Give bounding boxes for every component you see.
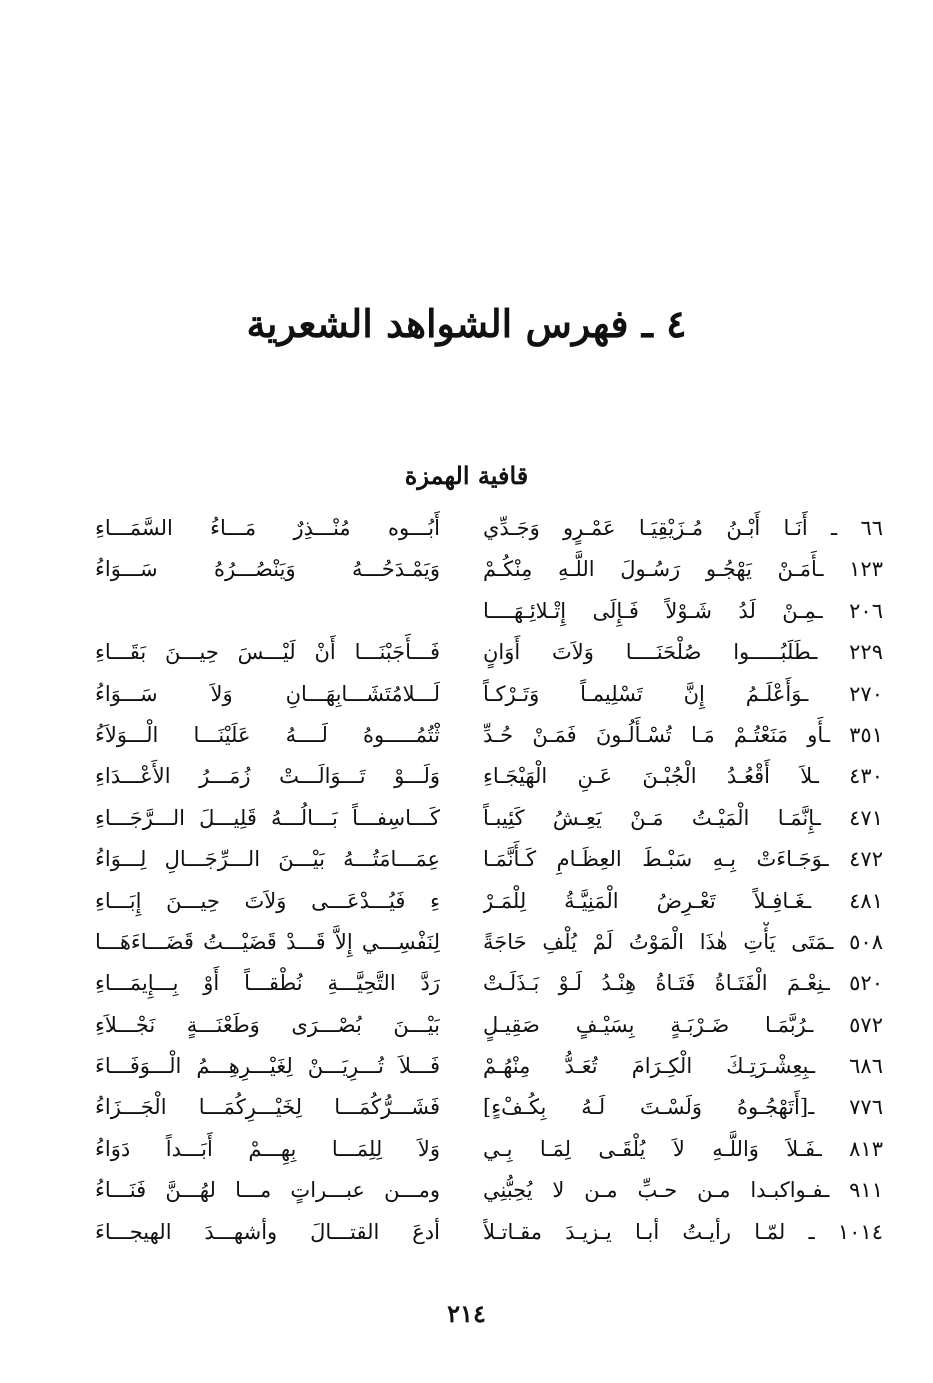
verse-line: ٨١٣ ـفَـلاَ وَاللَّـهِ لاَ يُلْقَـى لِمَـا بِـي [483,1136,883,1161]
verse-line: ٢٠٦ ـمِـنْ لَدُ شَـوْلاً فَـإِلَى إِتْـلائِـهَــــا [483,598,883,623]
verse-line: ٩١١ ـفـواكبـدا مـن حـبِّ مـن لا يُحِبُّنِي [483,1178,883,1203]
verse-line [95,591,440,632]
verse-line: ٢٢٩ ـطَلَبُـــــوا صُلْحَنَــــا وَلاَتَ أَوَانٍ [483,640,883,665]
verse-line: ٧٧٦ ـ[أَتَهْجُـوهُ وَلَسْـتَ لَـهُ بِكُـفْءٍ] [483,1095,883,1120]
verse-line: وَلَـــوْ تَـــوَالَـــتْ زُمَـــرُ الأَعْـــدَاءِ [95,764,440,789]
verse-line: وَيَمْـدَحُـــهُ وَيَنْصُـــرُهُ سَـــوَاءُ [95,557,440,582]
section-heading: قافية الهمزة [404,461,529,490]
verse-line: عِمَـــامَتُـــهُ بَيْـــنَ الـــرِّجَـــالِ لِـــوَاءُ [95,847,440,872]
verse-line: ٤٨١ ـغَـافِـلاً تَعْـرِضُ الْمَنِيَّـةُ لِلْمَـرْ [483,888,883,913]
second-hemistich-column [95,508,440,1253]
verse-line: ٦٨٦ ـبِعِشْـرَتِـكَ الْكِـرَامَ تُعَـدُّ مِنْهُـمْ [483,1054,883,1079]
page-number: ٢١٤ [447,1299,486,1328]
page-title: ٤ ـ فهرس الشواهد الشعرية [246,301,687,346]
verse-line: بَيْـــنَ بُصْـــرَى وَطَعْنَـــةٍ نَجْـــلاَءِ [95,1012,440,1037]
first-hemistich-column [483,508,883,1253]
verse-line: ٥٠٨ ـمَتَى يَأْتِ هٰذَا الْمَوْتُ لَمْ يُلْفِ حَاجَةً [483,929,883,954]
verse-line: فَشَـــرُّكُمَـــا لِخَيْـــرِكُمَـــا الْجَـــزَاءُ [95,1095,440,1120]
verse-line: ٢٧٠ ـوَأَعْلَـمُ إِنَّ تَسْلِيمـاً وَتَـرْكـاً [483,681,883,706]
verse-line: فَـــأَجَبْنَـــا أَنْ لَيْـــسَ حِيـــنَ بَقَـــاءِ [95,640,440,665]
verse-line: ثْتُمُـــــوهُ لَــــهُ عَلَيْنَـــا الْـــوَلاَءُ [95,722,440,747]
verse-line: ءِ فَيُـــدْعَـــى وَلاَتَ حِيـــنَ إِبَـــاءِ [95,888,440,913]
verse-line: وَلاَ لِلِمَـــا بِهِـــمْ أَبَـــداً دَوَاءُ [95,1136,440,1161]
verse-line: ١٢٣ ـأَمَـنْ يَهْجُـو رَسُـولَ اللَّـهِ مِنْكُـمْ [483,557,883,582]
verse-line: ٥٢٠ ـنِعْـمَ الْفَتَـاةُ فَتَـاةُ هِنْـدُ لَـوْ بَـذَلَـتْ [483,971,883,996]
verse-line: ٥٧٢ ـرُبَّمَـا ضَـرْبَـةٍ بِسَيْـفٍ صَقِيـلٍ [483,1012,883,1037]
verse-line: فَـــلاَ تُـــرِيَـــنْ لِغَيْـــرِهِـــمُ الْـــوَفَـــاءَ [95,1054,440,1079]
verse-line: كَـــاسِفـــاً بَـــالُـــهُ قَلِيـــلَ الـــرَّجَـــاءِ [95,805,440,830]
verse-line: ٦٦ ـ أَنَـا أَبْـنُ مُـزَيْقِيَـا عَمْـرٍو وَجَـدِّي [483,516,883,540]
verse-line: ٤٧١ ـإِنَّمَـا الْمَيْـتُ مَـنْ يَعِـشُ كَئِيبـاً [483,805,883,830]
verse-line: ٤٧٢ ـوَجَـاءَتْ بِـهِ سَبْـطَ العِظَـامِ كَـأَنَّمَـا [483,847,883,872]
verse-line: لَـــلامُتَشَـــابِهَـــانِ وَلاَ سَـــوَاءُ [95,681,440,706]
verse-line: ومـــن عبـــراتٍ مـــا لهُـــنَّ فَنَـــاءُ [95,1178,440,1203]
verse-line: رَدَّ التَّحِيَّـــةِ نُطْقـــاً أَوْ بِـــإِيمَـــاءِ [95,971,440,996]
verse-line: أَبُـــوه مُنْـــذِرٌ مَـــاءُ السَّمَـــاءِ [95,516,440,540]
verse-line: ١٠١٤ ـ لمّـا رأيـتُ أبـا يـزيـدَ مقـاتـلاً [483,1219,883,1244]
verse-line: لِنَفْسِـــي إِلاَّ قَـــدْ قَضَيْـــتُ قَضَـــاءَهَـــا [95,929,440,954]
verse-line: أدعَ القتـــالَ وأشهـــدَ الهيجـــاءَ [95,1219,440,1244]
verse-line: ٣٥١ ـأَو مَنَعْتُـمْ مَـا تُسْـأَلُـونَ فَمَـنْ حُـدِّ [483,722,883,747]
verse-line: ٤٣٠ ـلاَ أَقْعُـدُ الْجُبْـنَ عَـنِ الْهَيْجَـاءِ [483,764,883,789]
